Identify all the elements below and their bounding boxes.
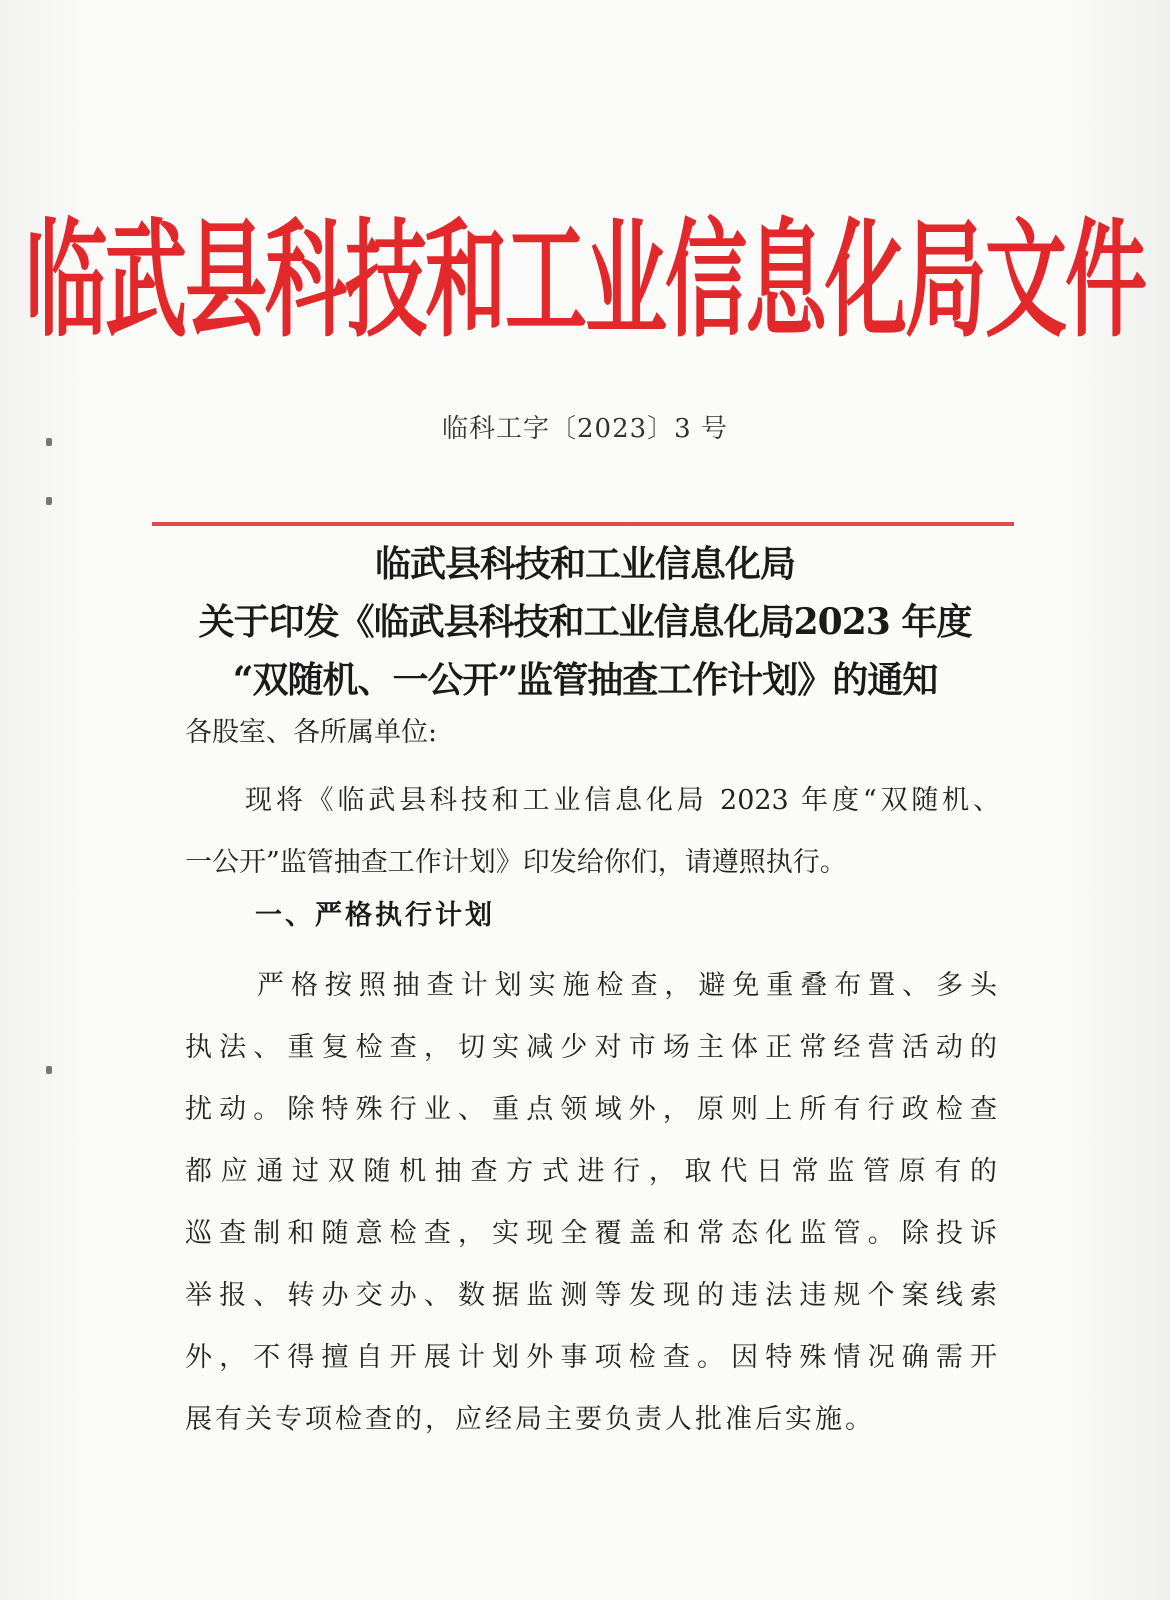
notice-title [150,535,1020,709]
document-header-title: 临武县科技和工业信息化局文件 [25,207,1146,355]
paragraph-line: 严格按照抽查计划实施检查，避免重叠布置、多头 [257,970,1000,1001]
paragraph-line: 展有关专项检查的，应经局主要负责人批准后实施。 [185,1404,875,1435]
paragraph-line: 一公开”监管抽查工作计划》印发给你们，请遵照执行。 [185,847,847,878]
binding-hole-mark [46,1066,52,1074]
paragraph-line: 执法、重复检查，切实减少对市场主体正常经营活动的 [185,1032,1000,1063]
binding-hole-mark [46,497,52,505]
section-1-paragraph [185,955,1000,1451]
paragraph-line: 外，不得擅自开展计划外事项检查。因特殊情况确需开 [185,1342,1000,1373]
document-number: 临科工字〔2023〕3 号 [442,414,728,444]
paragraph-line: 都应通过双随机抽查方式进行，取代日常监管原有的 [185,1156,1000,1187]
notice-title-line: 关于印发《临武县科技和工业信息化局2023 年度 [198,601,972,643]
section-heading: 一、严格执行计划 [255,900,495,931]
paragraph-line: 巡查制和随意检查，实现全覆盖和常态化监管。除投诉 [185,1218,1000,1249]
paragraph-line: 举报、转办交办、数据监测等发现的违法违规个案线索 [185,1280,1000,1311]
paragraph-line: 现将《临武县科技和工业信息化局 2023 年度“双随机、 [245,785,1000,816]
paragraph-line: 扰动。除特殊行业、重点领域外，原则上所有行政检查 [185,1094,1000,1125]
addressee: 各股室、各所属单位: [185,717,438,748]
notice-title-line: 临武县科技和工业信息化局 [374,543,795,585]
intro-paragraph [185,770,1000,894]
notice-title-line: “双随机、一公开”监管抽查工作计划》的通知 [232,659,938,701]
red-divider-line [152,522,1014,526]
